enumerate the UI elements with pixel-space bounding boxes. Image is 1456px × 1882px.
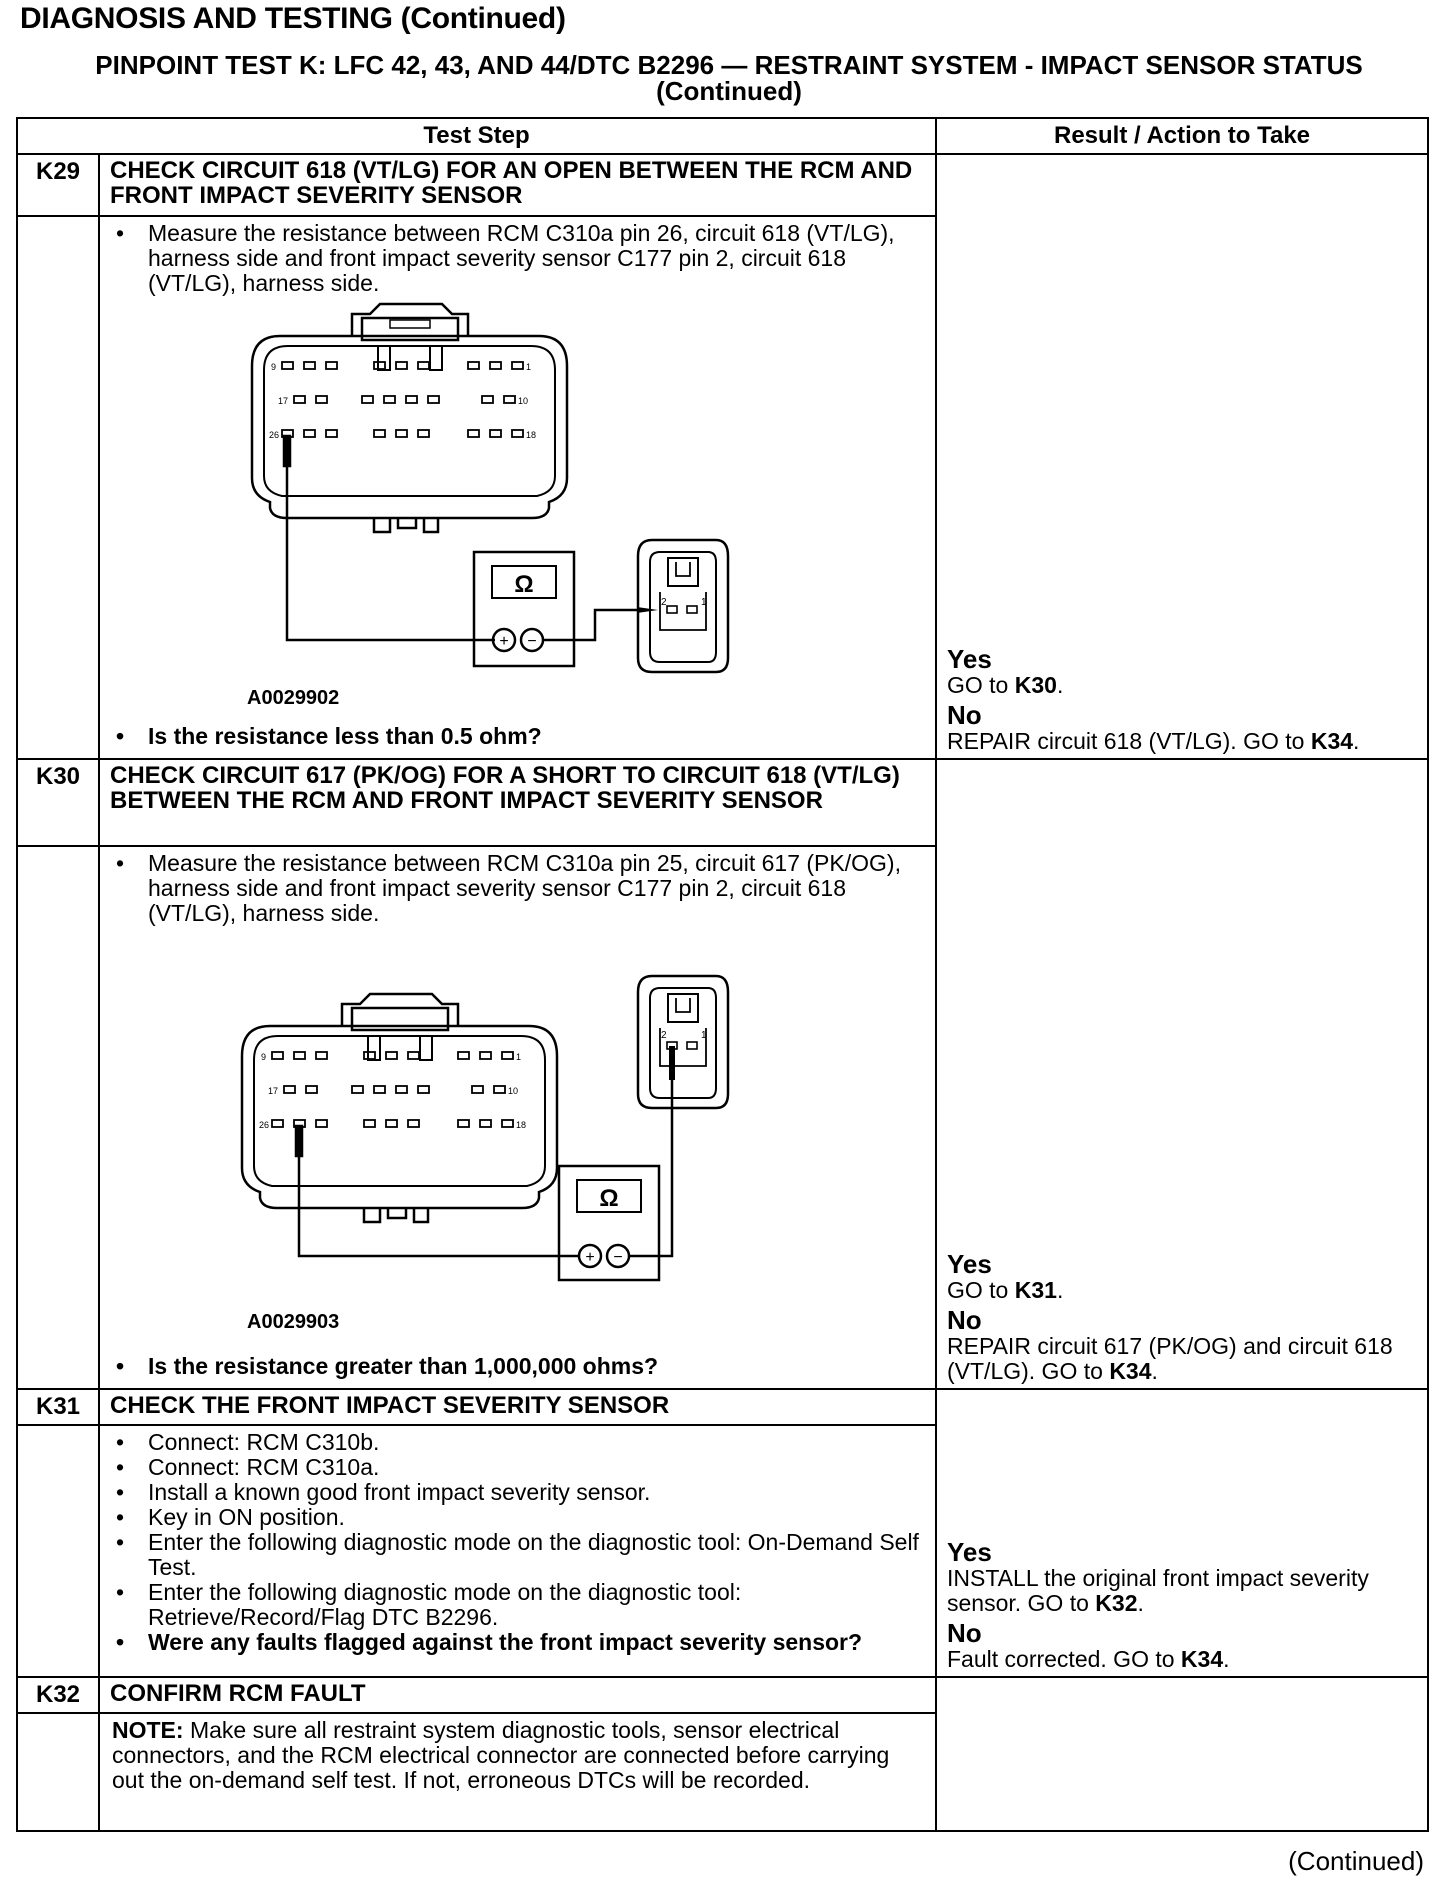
sensor-pin-label-1: 1 — [701, 1030, 707, 1041]
no-label: No — [947, 1305, 982, 1335]
figure-k29 — [112, 296, 927, 709]
question-k31: • Were any faults flagged against the front impact severity sensor? — [112, 1630, 927, 1655]
question-k30: • Is the resistance greater than 1,000,000 ohms? — [112, 1354, 927, 1379]
step-link-k34[interactable]: K34 — [1180, 1646, 1224, 1672]
sensor-pin-label-1: 1 — [701, 597, 707, 608]
pin-label-10: 10 — [508, 1086, 519, 1096]
pinpoint-test-title — [16, 52, 1442, 104]
list-item: • Enter the following diagnostic mode on the diagnostic tool: On-Demand Self Test. — [112, 1530, 927, 1580]
minus-sign: − — [527, 633, 537, 650]
probe-lead-rcm — [299, 1126, 580, 1256]
figure-id-k29: A0029902 — [247, 687, 340, 709]
step-link-k34[interactable]: K34 — [1310, 728, 1354, 754]
header-result-action: Result / Action to Take — [936, 118, 1428, 154]
pin-label-1: 1 — [526, 362, 532, 372]
page-title: DIAGNOSIS AND TESTING (Continued) — [20, 2, 566, 35]
note-k32 — [112, 1718, 927, 1793]
sensor-connector-outline — [638, 540, 728, 672]
sensor-pin-label-2: 2 — [661, 1030, 667, 1041]
result-k30 — [947, 1250, 1417, 1384]
result-k31 — [947, 1538, 1417, 1672]
pin-label-18: 18 — [516, 1120, 527, 1130]
plus-sign: + — [585, 1249, 595, 1266]
minus-sign: − — [613, 1249, 623, 1266]
list-item: • Connect: RCM C310b. — [112, 1430, 927, 1455]
continued-footer: (Continued) — [1288, 1846, 1424, 1876]
result-cell-k31 — [936, 1389, 1428, 1677]
figure-id-k30: A0029903 — [247, 1311, 340, 1333]
no-label: No — [947, 1618, 982, 1648]
yes-action: GO to K30. — [947, 672, 1064, 698]
step-title-k32: CONFIRM RCM FAULT — [99, 1677, 936, 1713]
no-label: No — [947, 700, 982, 730]
instruction-k30: • Measure the resistance between RCM C310a pin 25, circuit 617 (PK/OG), harness side and front impact severity sensor C177 pin 2, circuit 618 (VT/LG), harness side. — [112, 851, 927, 926]
yes-label: Yes — [947, 1249, 992, 1279]
pin-label-26: 26 — [259, 1120, 270, 1130]
pin-label-1: 1 — [516, 1052, 522, 1062]
step-link-k32[interactable]: K32 — [1095, 1590, 1138, 1616]
step-body-k30 — [99, 846, 936, 1389]
step-body-k29 — [99, 216, 936, 759]
pin-label-17: 17 — [268, 1086, 279, 1096]
pin-label-18: 18 — [526, 430, 537, 440]
no-action: REPAIR circuit 618 (VT/LG). GO to K34. — [947, 728, 1360, 754]
list-item: • Key in ON position. — [112, 1505, 927, 1530]
no-action: Fault corrected. GO to K34. — [947, 1646, 1230, 1672]
connector-diagram-k30 — [112, 926, 932, 1336]
step-title-k29: CHECK CIRCUIT 618 (VT/LG) FOR AN OPEN BETWEEN THE RCM AND FRONT IMPACT SEVERITY SENSOR — [99, 154, 936, 216]
note-label: NOTE: — [112, 1717, 184, 1743]
subtitle-line-1: PINPOINT TEST K: LFC 42, 43, AND 44/DTC B2296 — RESTRAINT SYSTEM - IMPACT SENSOR STATUS — [95, 50, 1363, 80]
sensor-connector-outline — [638, 976, 728, 1108]
question-k29: • Is the resistance less than 0.5 ohm? — [112, 724, 927, 749]
result-cell-k29 — [936, 154, 1428, 759]
instruction-k29: • Measure the resistance between RCM C310a pin 26, circuit 618 (VT/LG), harness side and front impact severity sensor C177 pin 2, circuit 618 (VT/LG), harness side. — [112, 221, 927, 296]
yes-label: Yes — [947, 644, 992, 674]
yes-action: GO to K31. — [947, 1277, 1064, 1303]
sensor-pin-label-2: 2 — [661, 597, 667, 608]
pin-label-26: 26 — [269, 430, 280, 440]
pin-label-10: 10 — [518, 396, 529, 406]
step-title-k31: CHECK THE FRONT IMPACT SEVERITY SENSOR — [99, 1389, 936, 1425]
step-body-k32 — [99, 1713, 936, 1831]
probe-lead-sensor — [543, 610, 637, 640]
step-id-k32: K32 — [17, 1677, 99, 1713]
yes-label: Yes — [947, 1537, 992, 1567]
result-k29 — [947, 645, 1417, 754]
step-link-k30[interactable]: K30 — [1014, 672, 1057, 698]
step-link-k31[interactable]: K31 — [1014, 1277, 1057, 1303]
figure-k30 — [112, 926, 927, 1336]
list-item: • Install a known good front impact severity sensor. — [112, 1480, 927, 1505]
step-id-k30: K30 — [17, 759, 99, 846]
note-text: Make sure all restraint system diagnostic tools, sensor electrical connectors, and the RCM electrical connector are connected before carrying out the on-demand self test. If not, erroneous DTCs will be recorded. — [112, 1717, 890, 1793]
rcm-connector-outline — [242, 1026, 557, 1208]
checklist-k31 — [112, 1430, 927, 1655]
rcm-connector-outline — [252, 336, 567, 518]
step-id-k29: K29 — [17, 154, 99, 216]
yes-action: INSTALL the original front impact severity sensor. GO to K32. — [947, 1565, 1369, 1616]
probe-lead-rcm — [287, 436, 495, 640]
step-link-k34[interactable]: K34 — [1109, 1358, 1152, 1384]
pin-label-9: 9 — [271, 362, 277, 372]
list-item: • Connect: RCM C310a. — [112, 1455, 927, 1480]
result-cell-k30 — [936, 759, 1428, 1389]
pin-label-9: 9 — [261, 1052, 267, 1062]
step-title-k30: CHECK CIRCUIT 617 (PK/OG) FOR A SHORT TO CIRCUIT 618 (VT/LG) BETWEEN THE RCM AND FRONT IMPACT SEVERITY SENSOR — [99, 759, 936, 846]
rcm-pin-cavities — [282, 362, 523, 437]
subtitle-line-2: (Continued) — [656, 76, 802, 106]
rcm-pin-cavities — [272, 1052, 513, 1127]
rcm-latch — [342, 994, 458, 1026]
connector-diagram-k29 — [112, 296, 932, 706]
ohm-icon: Ω — [599, 1185, 619, 1212]
step-body-k31 — [99, 1425, 936, 1677]
pin-label-17: 17 — [278, 396, 289, 406]
no-action: REPAIR circuit 617 (PK/OG) and circuit 618 (VT/LG). GO to K34. — [947, 1333, 1393, 1384]
step-id-k31: K31 — [17, 1389, 99, 1425]
list-item: • Enter the following diagnostic mode on the diagnostic tool: Retrieve/Record/Flag DTC B2296. — [112, 1580, 927, 1630]
pinpoint-test-table — [16, 117, 1429, 1832]
header-test-step: Test Step — [17, 118, 936, 154]
rcm-bottom-tabs — [364, 1208, 428, 1222]
result-cell-k32 — [936, 1677, 1428, 1831]
ohm-icon: Ω — [514, 571, 534, 598]
plus-sign: + — [499, 633, 509, 650]
rcm-bottom-tabs — [374, 518, 438, 532]
